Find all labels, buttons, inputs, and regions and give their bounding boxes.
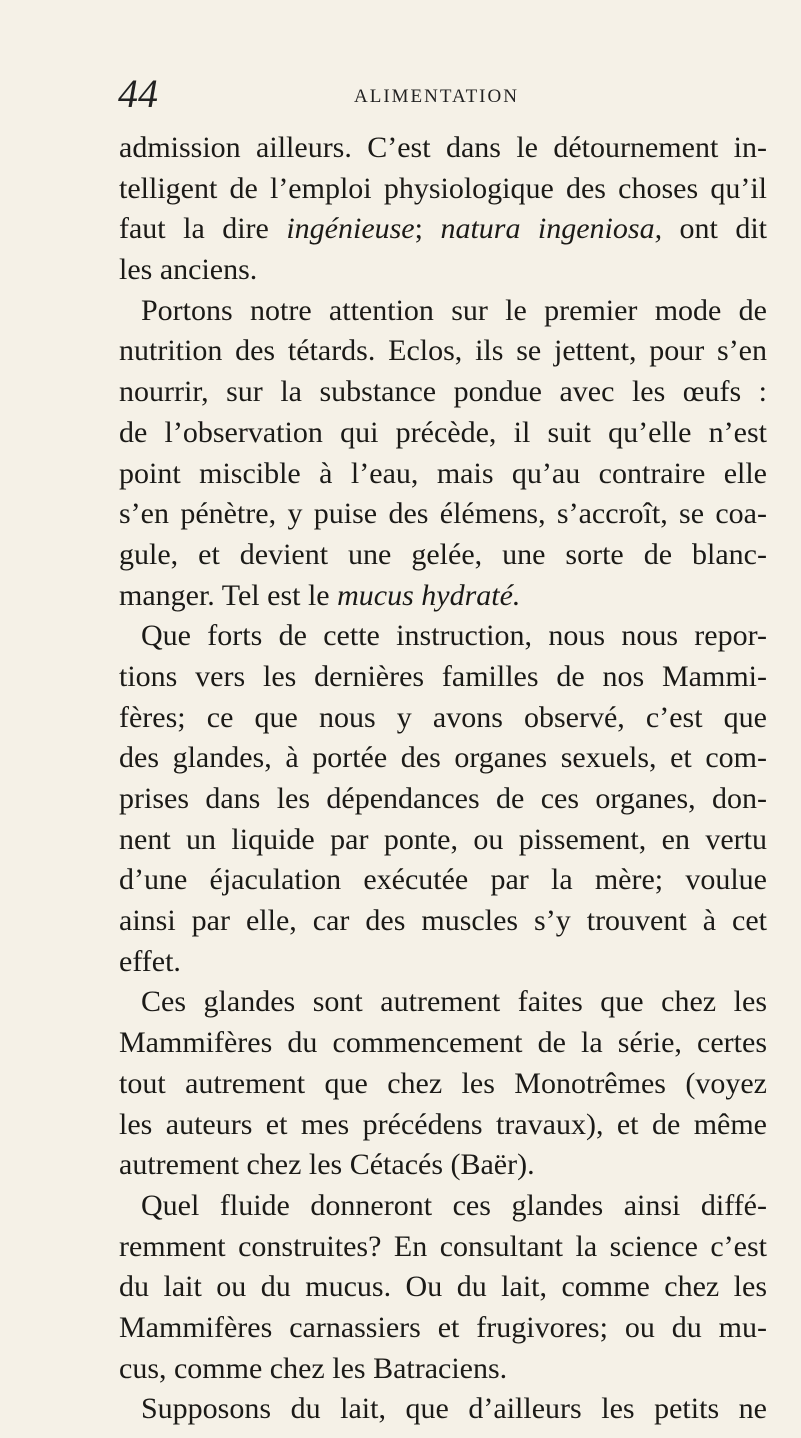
text-line [119, 576, 767, 617]
text-line: remment construites? En consultant la science c’est [119, 1229, 767, 1263]
text-line: nent un liquide par ponte, ou pissement, en vertu [119, 822, 767, 856]
text-line: Mammifères du commencement de la série, certes [119, 1026, 767, 1060]
text-line: d’une éjaculation exécutée par la mère; voulue [119, 863, 767, 897]
text-line: cus, comme chez les Batraciens. [119, 1351, 508, 1385]
italic-term: ingénieuse [286, 212, 415, 246]
text-line: Mammifères carnassiers et frugivores; ou du mu- [119, 1310, 767, 1344]
text-line: telligent de l’emploi physiologique des choses qu’il [119, 171, 767, 205]
text-line: Portons notre attention sur le premier mode de [141, 293, 767, 327]
italic-term: natura ingeniosa, [440, 212, 663, 246]
text-line: s’en pénètre, y puise des élémens, s’accroît, se coa- [119, 497, 767, 531]
text-line: ainsi par elle, car des muscles s’y trouvent à cet [119, 904, 767, 938]
text-line: de l’observation qui précède, il suit qu’elle n’est [119, 415, 767, 449]
text-line: gule, et devient une gelée, une sorte de blanc- [119, 537, 767, 571]
text-line: effet. [119, 944, 181, 978]
text-line: les anciens. [119, 253, 258, 287]
text-line: du lait ou du mucus. Ou du lait, comme chez les [119, 1270, 767, 1304]
text-line: point miscible à l’eau, mais qu’au contraire elle [119, 456, 767, 490]
page-header [118, 72, 758, 122]
page-number: 44 [118, 71, 158, 116]
text-line: Que forts de cette instruction, nous nous repor- [141, 619, 767, 653]
text-line: prises dans les dépendances de ces organes, don- [119, 782, 767, 815]
italic-term: mucus hydraté. [337, 578, 521, 612]
text-line: Ces glandes sont autrement faites que chez les [141, 985, 767, 1019]
text-span: ; [414, 212, 441, 246]
body-text [119, 128, 767, 1430]
text-line: admission ailleurs. C’est dans le détournement in- [119, 131, 767, 164]
text-line: des glandes, à portée des organes sexuels, et com- [119, 741, 767, 775]
text-line: nourrir, sur la substance pondue avec les œufs : [119, 375, 767, 409]
text-span: manger. Tel est le [119, 578, 338, 612]
text-line: autrement chez les Cétacés (Baër). [119, 1148, 535, 1182]
text-line [119, 209, 767, 250]
running-head: ALIMENTATION [354, 86, 519, 107]
text-line: Quel fluide donneront ces glandes ainsi diffé- [141, 1188, 767, 1222]
text-line: Supposons du lait, que d’ailleurs les petits ne [141, 1392, 767, 1426]
text-line: tions vers les dernières familles de nos Mammi- [119, 659, 767, 693]
text-line: nutrition des tétards. Eclos, ils se jettent, pour s’en [119, 334, 767, 368]
text-span: faut la dire [119, 212, 287, 246]
text-line: fères; ce que nous y avons observé, c’est que [119, 700, 767, 734]
text-span: ont dit [662, 212, 768, 246]
text-line: tout autrement que chez les Monotrêmes (voyez [119, 1066, 767, 1100]
text-line: les auteurs et mes précédens travaux), et de même [119, 1107, 767, 1141]
